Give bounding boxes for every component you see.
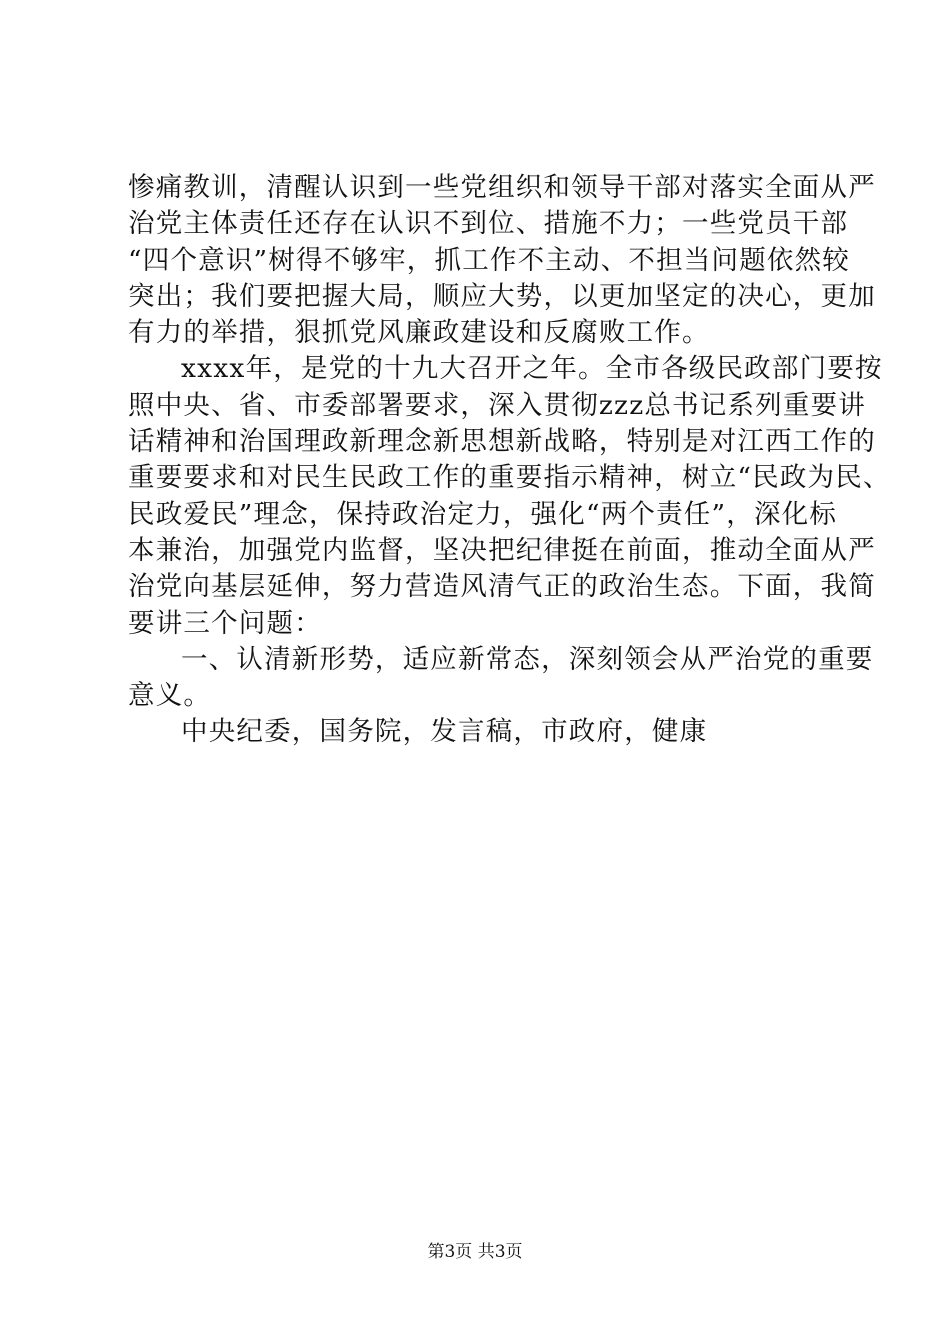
keywords-line: 中央纪委，国务院，发言稿，市政府，健康 [181,716,708,748]
text-line: 治党主体责任还存在认识不到位、措施不力；一些党员干部 [128,208,849,240]
text-line: 要讲三个问题： [128,607,322,639]
text-line: 话精神和治国理政新理念新思想新战略，特别是对江西工作的 [128,426,876,458]
text-line: 民政爱民”理念，保持政治定力，强化“两个责任”，深化标 [128,498,838,530]
section-heading-continuation: 意义。 [128,680,212,712]
text-line: “四个意识”树得不够牢，抓工作不主动、不担当问题依然较 [128,244,850,276]
paragraph-start-line: xxxx年，是党的十九大召开之年。全市各级民政部门要按 [181,353,883,385]
page-number-footer: 第3页 共3页 [427,1242,523,1262]
text-line: 照中央、省、市委部署要求，深入贯彻zzz总书记系列重要讲 [128,389,866,421]
text-line: 有力的举措，狠抓党风廉政建设和反腐败工作。 [128,317,710,349]
document-body [128,170,891,751]
text-line: 重要要求和对民生民政工作的重要指示精神，树立“民政为民、 [128,462,891,494]
text-line: 治党向基层延伸，努力营造风清气正的政治生态。下面，我简 [128,571,876,603]
text-line: 突出；我们要把握大局，顺应大势，以更加坚定的决心，更加 [128,280,876,312]
section-heading: 一、认清新形势，适应新常态，深刻领会从严治党的重要 [181,643,874,675]
text-line: 本兼治，加强党内监督，坚决把纪律挺在前面，推动全面从严 [128,534,876,566]
text-line: 惨痛教训，清醒认识到一些党组织和领导干部对落实全面从严 [128,172,876,203]
